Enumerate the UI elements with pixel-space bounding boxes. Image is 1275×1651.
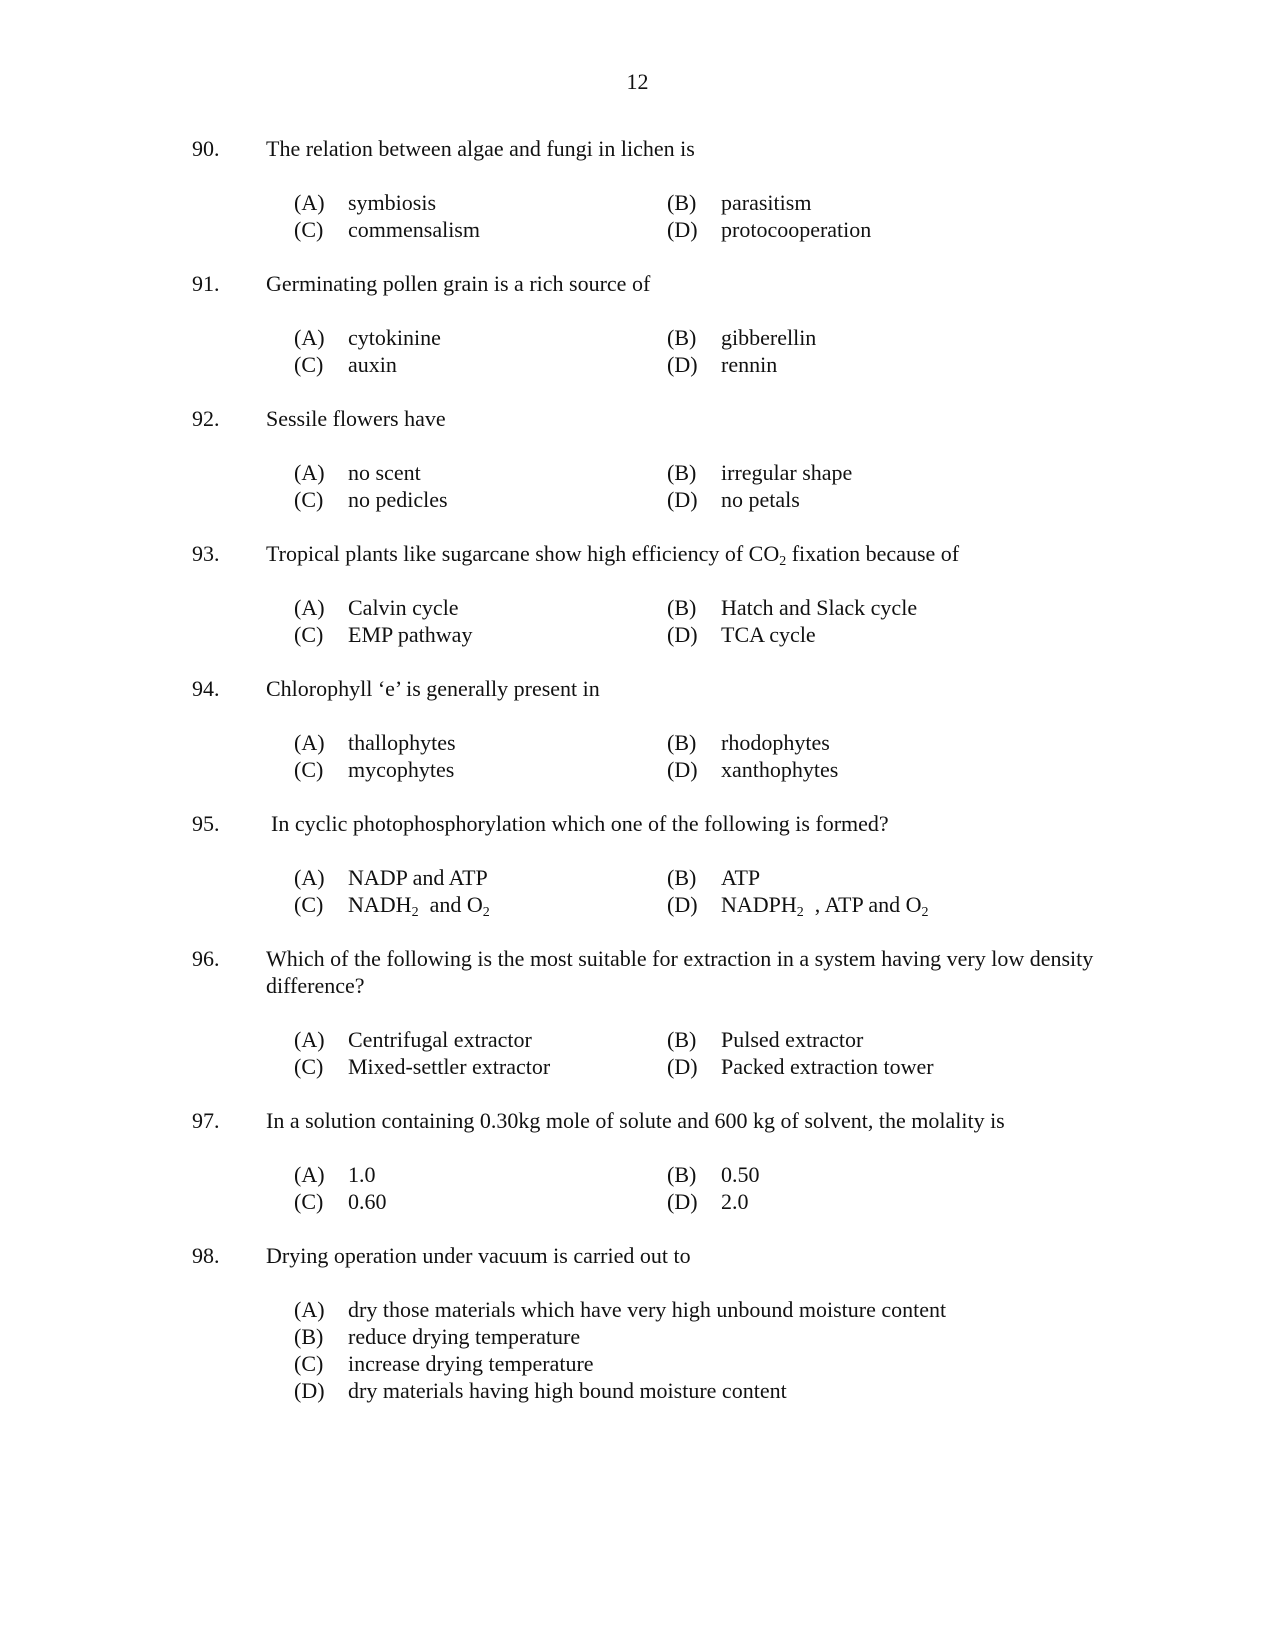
question-number: 92. — [192, 406, 220, 431]
question-text: Drying operation under vacuum is carried out to — [266, 1243, 691, 1268]
question-number: 97. — [192, 1108, 220, 1133]
question-number: 98. — [192, 1243, 220, 1268]
question-text: Chlorophyll ‘e’ is generally present in — [266, 676, 600, 701]
question-number: 95. — [192, 811, 220, 836]
question-number: 94. — [192, 676, 220, 701]
question-number: 93. — [192, 541, 220, 566]
question-number: 96. — [192, 946, 220, 971]
page-number: 12 — [626, 69, 649, 94]
question-text: Which of the following is the most suitable for extraction in a system having very low density difference? — [266, 946, 1094, 998]
question-text: In cyclic photophosphorylation which one of the following is formed? — [271, 811, 889, 836]
question-number: 90. — [192, 136, 220, 161]
question-text: Germinating pollen grain is a rich source of — [266, 271, 651, 296]
question-text: Tropical plants like sugarcane show high efficiency of $CO_2$ fixation because of — [266, 541, 960, 569]
question-text: The relation between algae and fungi in lichen is — [266, 136, 695, 161]
question-text: Sessile flowers have — [266, 406, 446, 431]
question-text: In a solution containing 0.30kg mole of solute and 600 kg of solvent, the molality is — [266, 1108, 1005, 1133]
question-number: 91. — [192, 271, 220, 296]
